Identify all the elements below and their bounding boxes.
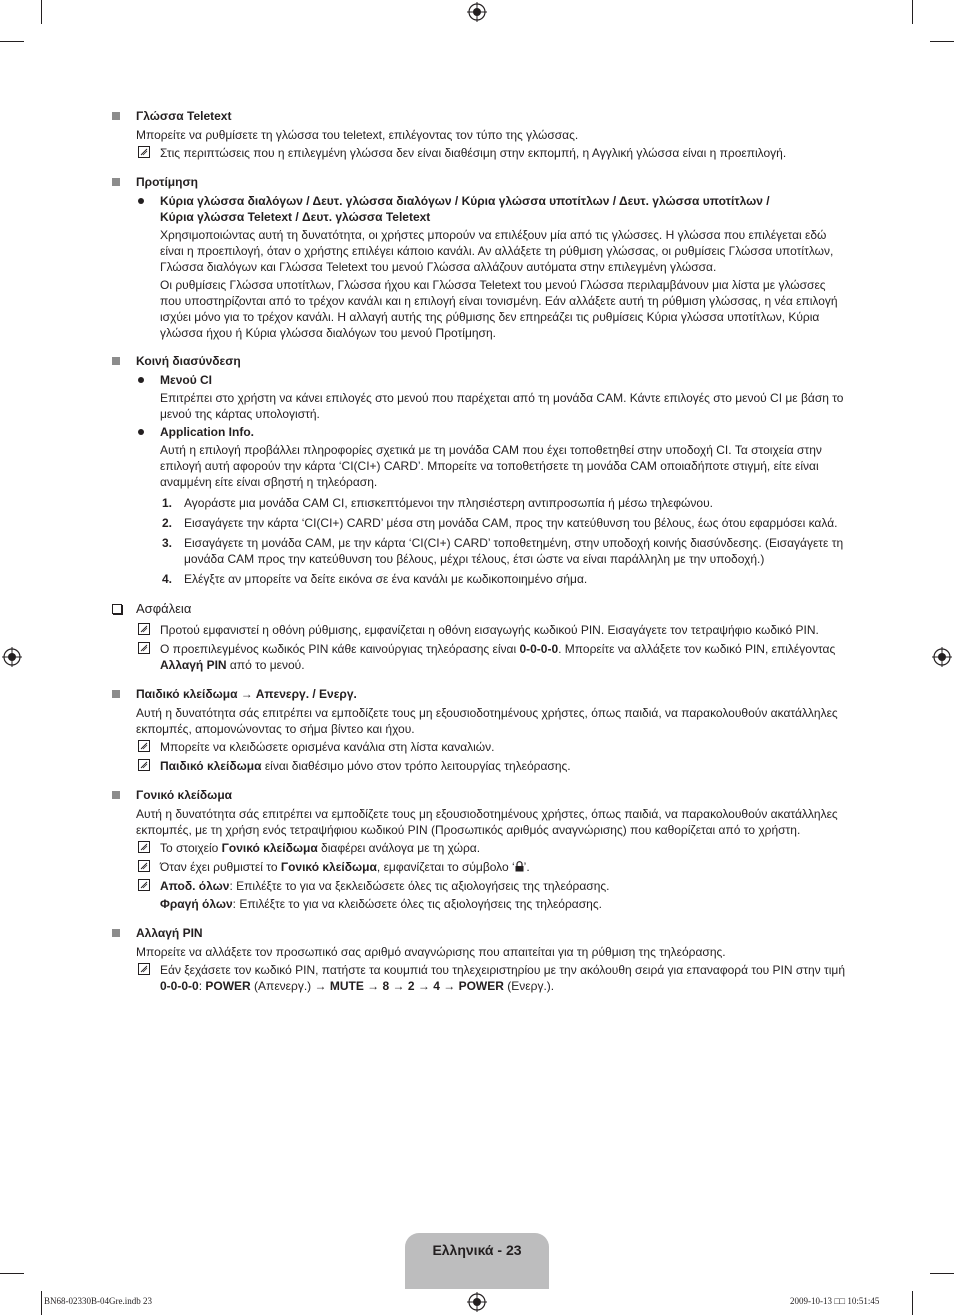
step-number: 1. [162, 496, 173, 510]
note-text: Μπορείτε να κλειδώσετε ορισμένα κανάλια στη λίστα καναλιών. [160, 740, 495, 754]
feature-ref: Γονικό κλείδωμα [280, 860, 377, 874]
bullet-title-line-1: Κύρια γλώσσα διαλόγων / Δευτ. γλώσσα διαλόγων / Κύρια γλώσσα υποτίτλων / Δευτ. γλώσσα υποτίτλων / [160, 194, 770, 208]
menu-item-ref: Αλλαγή PIN [160, 658, 227, 672]
section-change-pin [110, 925, 845, 941]
section-description: Μπορείτε να ρυθμίσετε τη γλώσσα του teletext, επιλέγοντας τον τύπο της γλώσσας. [136, 128, 579, 142]
crop-mark [930, 41, 954, 42]
arrow: → [363, 979, 383, 993]
button-ref: 4 [433, 979, 440, 993]
checkbox-bullet-icon [112, 604, 122, 614]
step-text: Ελέγξτε αν μπορείτε να δείτε εικόνα σε ένα κανάλι με κωδικοποιημένο σήμα. [184, 572, 588, 586]
crop-mark [912, 1291, 913, 1315]
note [110, 962, 845, 994]
note-text: (Απενεργ.) → [250, 979, 330, 993]
numbered-step [110, 495, 845, 511]
button-ref: POWER [205, 979, 251, 993]
square-bullet-icon [112, 690, 120, 698]
note [110, 145, 845, 161]
note [110, 878, 845, 894]
bullet-title: Application Info. [160, 425, 254, 439]
note-pencil-icon [138, 642, 150, 654]
numbered-step [110, 515, 845, 531]
bullet-heading [110, 372, 845, 388]
note-text: είναι διαθέσιμο μόνο στον τρόπο λειτουργίας τηλεόρασης. [261, 759, 571, 773]
footer-datetime: 2009-10-13 □□ 10:51:45 [790, 1296, 880, 1306]
section-title: Γονικό κλείδωμα [136, 788, 233, 802]
crop-mark [0, 1273, 24, 1274]
note [110, 739, 845, 755]
page-number: Ελληνικά - 23 [432, 1242, 522, 1258]
section-title: Γλώσσα Teletext [136, 109, 232, 123]
button-ref: 8 [382, 979, 390, 993]
bullet-icon [138, 377, 144, 383]
square-bullet-icon [112, 178, 120, 186]
bullet-icon [138, 429, 144, 435]
note-pencil-icon [138, 740, 150, 752]
note-text: : [198, 979, 206, 993]
section-title: Παιδικό κλείδωμα → Απενεργ. / Ενεργ. [136, 687, 357, 701]
option-ref: Φραγή όλων [160, 897, 233, 911]
bullet-icon [138, 198, 144, 204]
arrow: → [414, 979, 434, 993]
note-text: Όταν έχει ρυθμιστεί το [160, 860, 281, 874]
crop-mark [912, 0, 913, 24]
arrow: → [389, 979, 408, 993]
bullet-paragraph: Οι ρυθμίσεις Γλώσσα υποτίτλων, Γλώσσα ήχου και Γλώσσα Teletext του μενού Γλώσσα περιλαμβάνουν μια λίστα με γλώσσες που υποστηρίζονται από το τρέχον κανάλι και η επιλογή είναι τονισμένη. Εάν αλλάξετε αυτή τη ρύθμιση γλώσσας, η νέα επιλογή ισχύει μόνο για το τρέχον κανάλι. Η αλλαγή αυτής της ρύθμισης δεν επηρεάζει τις ρυθμίσεις Κύρια γλώσσα υποτίτλων, Κύρια γλώσσα ήχου ή Κύρια γλώσσα διαλόγων του μενού Προτίμηση. [160, 278, 838, 340]
note-text: (Ενεργ.). [503, 979, 555, 993]
option-ref: Αποδ. όλων [160, 879, 230, 893]
section-description: Αυτή η δυνατότητα σάς επιτρέπει να εμποδίζετε τους μη εξουσιοδοτημένους χρήστες, όπως παιδιά, να παρακολουθούν ακατάλληλες εκπομπές, απομονώνοντας το σήμα βίντεο και ήχου. [136, 706, 838, 736]
section-title: Κοινή διασύνδεση [136, 354, 241, 368]
step-text: Εισαγάγετε τη μονάδα CAM, με την κάρτα ‘CI(CI+) CARD’ τοποθετημένη, στην υποδοχή κοινής διασύνδεσης. (Εισαγάγετε τη μονάδα CAM προς την κατεύθυνση του βέλους, μέχρι τέλους, έτσι ώστε να είναι παράλληλη με την υποδοχή.) [184, 536, 844, 566]
square-bullet-icon [112, 791, 120, 799]
button-ref: 2 [407, 979, 415, 993]
note-text: Το στοιχείο [160, 841, 222, 855]
bullet-heading [110, 424, 845, 440]
note-pencil-icon [138, 759, 150, 771]
footer-file: BN68-02330B-04Gre.indb 23 [44, 1296, 152, 1306]
note [110, 758, 845, 774]
note [110, 622, 845, 638]
note-text: . Μπορείτε να αλλάξετε τον κωδικό PIN, επιλέγοντας [558, 642, 836, 656]
note-continuation [110, 896, 845, 912]
bullet-heading [110, 193, 845, 225]
numbered-step [110, 535, 845, 567]
section-teletext-language [110, 108, 845, 124]
feature-ref: Γονικό κλείδωμα [221, 841, 318, 855]
note-text: Στις περιπτώσεις που η επιλεγμένη γλώσσα δεν είναι διαθέσιμη στην εκπομπή, η Αγγλική γλώσσα είναι η προεπιλογή. [160, 146, 787, 160]
registration-mark-icon [2, 647, 22, 667]
section-description: Μπορείτε να αλλάξετε τον προσωπικό σας αριθμό αναγνώρισης που απαιτείται για τη ρύθμιση της τηλεόρασης. [136, 945, 726, 959]
section-preference [110, 174, 845, 190]
note-pencil-icon [138, 841, 150, 853]
arrow: → [439, 979, 459, 993]
registration-mark-icon [467, 1292, 487, 1312]
step-text: Αγοράστε μια μονάδα CAM CI, επισκεπτόμενοι την πλησιέστερη αντιπροσωπία ή μέσω τηλεφώνου. [184, 496, 713, 510]
square-bullet-icon [112, 112, 120, 120]
button-ref: MUTE [329, 979, 364, 993]
note-text: Εάν ξεχάσετε τον κωδικό PIN, πατήστε τα κουμπιά του τηλεχειριστηρίου με την ακόλουθη σειρά για επαναφορά του PIN στην τιμή [160, 963, 846, 977]
section-security [110, 601, 845, 617]
section-description: Αυτή η δυνατότητα σάς επιτρέπει να εμποδίζετε τους μη εξουσιοδοτημένους χρήστες, όπως παιδιά, να παρακολουθούν ακατάλληλες εκπομπές, με τη χρήση ενός τετραψήφιου κωδικού PIN (Προσωπικός αριθμός αναγνώρισης) που καθορίζεται από το χρήστη. [136, 807, 838, 837]
step-number: 2. [162, 516, 173, 530]
section-common-interface [110, 353, 845, 369]
note-text: Ο προεπιλεγμένος κωδικός PIN κάθε καινούργιας τηλεόρασης είναι [160, 642, 520, 656]
note-pencil-icon [138, 860, 150, 872]
bullet-title-line-2: Κύρια γλώσσα Teletext / Δευτ. γλώσσα Teletext [160, 210, 431, 224]
feature-ref: Παιδικό κλείδωμα [160, 759, 262, 773]
note-text: ’. [523, 860, 530, 874]
numbered-step [110, 571, 845, 587]
note-text: , εμφανίζεται το σύμβολο ‘ [376, 860, 515, 874]
note [110, 859, 845, 875]
section-title: Ασφάλεια [136, 601, 192, 616]
note-text: από το μενού. [226, 658, 305, 672]
registration-mark-icon [932, 647, 952, 667]
crop-mark [41, 1291, 42, 1315]
button-ref: POWER [458, 979, 504, 993]
pin-value: 0-0-0-0 [160, 979, 199, 993]
note [110, 840, 845, 856]
step-number: 3. [162, 536, 173, 550]
registration-mark-icon [467, 2, 487, 22]
note-pencil-icon [138, 963, 150, 975]
crop-mark [41, 0, 42, 24]
note-text: : Επιλέξτε το για να κλειδώσετε όλες τις αξιολογήσεις της τηλεόρασης. [232, 897, 602, 911]
note [110, 641, 845, 673]
step-text: Εισαγάγετε την κάρτα ‘CI(CI+) CARD’ μέσα στη μονάδα CAM, προς την κατεύθυνση του βέλους, έως ότου εφαρμόσει καλά. [184, 516, 838, 530]
square-bullet-icon [112, 929, 120, 937]
square-bullet-icon [112, 357, 120, 365]
default-pin: 0-0-0-0 [519, 642, 559, 656]
section-child-lock [110, 686, 845, 702]
lock-icon [515, 861, 524, 872]
crop-mark [0, 41, 24, 42]
bullet-title: Μενού CI [160, 373, 213, 387]
bullet-paragraph: Επιτρέπει στο χρήστη να κάνει επιλογές στο μενού που παρέχεται από τη μονάδα CAM. Κάντε επιλογές στο μενού CI με βάση το μενού της κάρτας υπολογιστή. [160, 391, 844, 421]
section-title: Προτίμηση [136, 175, 198, 189]
document-body [110, 108, 845, 997]
section-title: Αλλαγή PIN [136, 926, 203, 940]
note-pencil-icon [138, 146, 150, 158]
bullet-paragraph: Αυτή η επιλογή προβάλλει πληροφορίες σχετικά με τη μονάδα CAM που έχει τοποθετηθεί στην υποδοχή CI. Τα στοιχεία στην επιλογή αυτή αφορούν την κάρτα ‘CI(CI+) CARD’. Μπορείτε να τοποθετήσετε τη μονάδα CAM οποιαδήποτε στιγμή, είτε είναι αναμμένη είτε είναι σβηστή η τηλεόραση. [160, 443, 822, 489]
section-parental-lock [110, 787, 845, 803]
step-number: 4. [162, 572, 173, 586]
note-pencil-icon [138, 879, 150, 891]
crop-mark [930, 1273, 954, 1274]
note-text: διαφέρει ανάλογα με τη χώρα. [317, 841, 481, 855]
bullet-paragraph: Χρησιμοποιώντας αυτή τη δυνατότητα, οι χρήστες μπορούν να επιλέξουν μία από τις γλώσσες. Η γλώσσα που επιλέγεται εδώ είναι η προεπιλογή, όταν ο χρήστης επιλέγει κάποιο κανάλι. Αν αλλάξετε τη ρύθμιση γλώσσας, οι ρυθμίσεις Γλώσσα υποτίτλων, Γλώσσα διαλόγων και Γλώσσα Teletext του μενού Γλώσσα αλλάζουν αυτόματα στην επιλεγμένη γλώσσα. [160, 228, 834, 274]
note-pencil-icon [138, 623, 150, 635]
note-text: : Επιλέξτε το για να ξεκλειδώσετε όλες τις αξιολογήσεις της τηλεόρασης. [229, 879, 610, 893]
note-text: Προτού εμφανιστεί η οθόνη ρύθμισης, εμφανίζεται η οθόνη εισαγωγής κωδικού PIN. Εισαγάγετε τον τετραψήφιο κωδικό PIN. [160, 623, 819, 637]
